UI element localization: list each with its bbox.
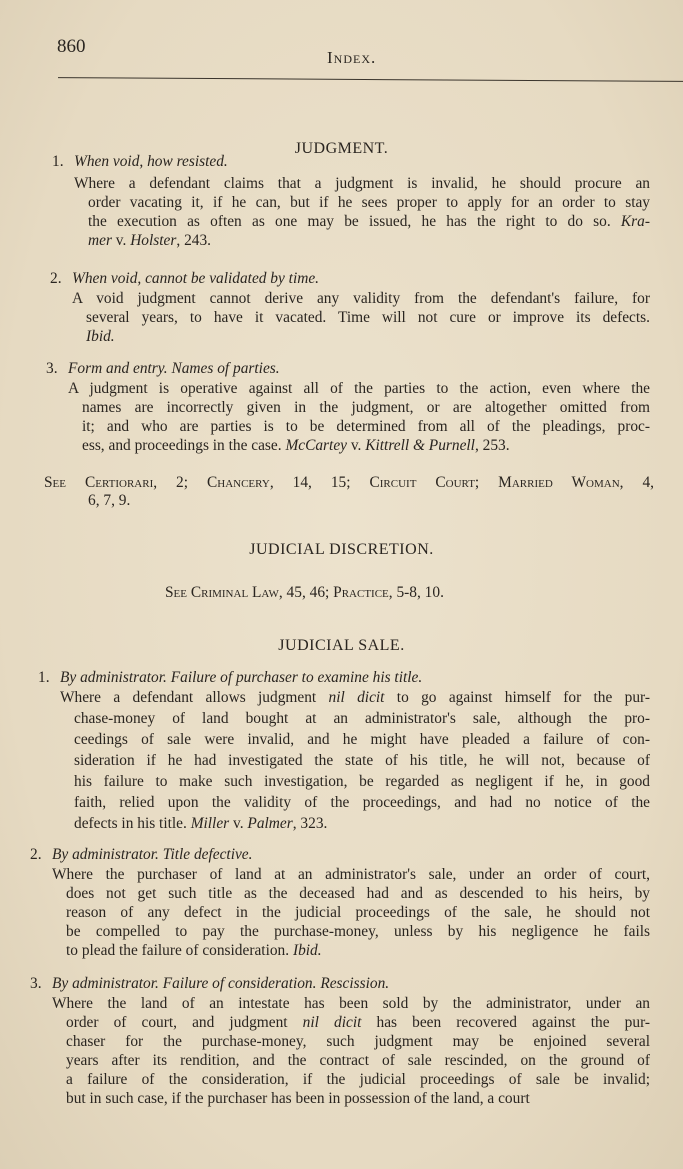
italic-text: Ibid.	[86, 328, 115, 345]
text-segment: it; and who are parties is to be determined from all of the pleadings, proc-	[82, 418, 650, 435]
italic-text: mer	[88, 232, 112, 249]
entry-number: 1.	[38, 669, 50, 686]
text-segment: Where the land of an intestate has been sold by the administrator, under an	[52, 995, 650, 1012]
text-segment: the execution as often as one may be issued, he has the right to do so.	[88, 213, 621, 230]
italic-text: Miller	[190, 815, 230, 832]
entry-text-line	[66, 1071, 650, 1090]
text-segment: v.	[229, 815, 248, 832]
entry-text-line	[74, 773, 650, 792]
entry-text-line	[72, 290, 650, 309]
entry-number: 2.	[30, 846, 42, 863]
text-segment: Where the purchaser of land at an administrator's sale, under an order of court,	[52, 866, 650, 883]
text-segment: , 323.	[292, 815, 328, 832]
entry-text-line	[66, 885, 650, 904]
entry-title: By administrator. Failure of purchaser to examine his title.	[60, 669, 423, 686]
text-segment: faith, relied upon the validity of the proceedings, and had no notice of the	[74, 794, 650, 811]
entry-text-line	[66, 923, 650, 942]
italic-text: McCartey	[285, 437, 347, 454]
entry-number: 1.	[52, 153, 64, 170]
entry-text-line	[66, 942, 650, 961]
italic-text: Kittrell & Purnell	[365, 437, 475, 454]
section-heading: JUDICIAL SALE.	[278, 637, 405, 654]
entry-text-line	[86, 328, 650, 347]
entry-text-line	[66, 1033, 650, 1052]
text-segment: to plead the failure of consideration.	[66, 942, 293, 959]
text-segment: order vacating it, if he can, but if he sees proper to apply for an order to stay	[88, 194, 650, 211]
text-segment: sideration if he had investigated the state of his title, he will not, because of	[74, 752, 650, 769]
text-segment: v.	[111, 232, 131, 249]
text-segment: but in such case, if the purchaser has been in possession of the land, a court	[66, 1090, 530, 1107]
entry-text-line	[66, 1052, 650, 1071]
text-segment: , 253.	[474, 437, 510, 454]
entry-title: When void, how resisted.	[74, 153, 228, 170]
text-segment: v.	[346, 437, 366, 454]
entry-text-line	[82, 399, 650, 418]
page-number: 860	[57, 36, 86, 57]
entry-title: Form and entry. Names of parties.	[68, 360, 280, 377]
section-heading: JUDGMENT.	[294, 140, 389, 157]
entry-text-line	[60, 689, 650, 708]
entry-text-line	[74, 731, 650, 750]
entry-number: 3.	[46, 360, 58, 377]
entry-text-line	[88, 232, 650, 251]
entry-text-line	[82, 418, 650, 437]
entry-text-line	[74, 794, 650, 813]
text-segment: names are incorrectly given in the judgment, or are altogether omitted from	[82, 399, 650, 416]
italic-text: nil dicit	[328, 689, 385, 706]
entry-text-line	[74, 710, 650, 729]
text-segment: order of court, and judgment	[66, 1014, 303, 1031]
entry-text-line	[52, 866, 650, 885]
text-segment: defects in his title.	[74, 815, 191, 832]
text-segment: Where a defendant claims that a judgment is invalid, he should procure an	[74, 175, 650, 192]
text-segment: chase-money of land bought at an administrator's sale, although the pro-	[74, 710, 650, 727]
text-segment: chaser for the purchase-money, such judgment may be enjoined several	[66, 1033, 650, 1050]
see-also-reference: See Certiorari, 2; Chancery, 14, 15; Circuit Court; Married Woman, 4,	[44, 474, 654, 491]
section-heading: JUDICIAL DISCRETION.	[249, 541, 434, 558]
text-segment: A void judgment cannot derive any validity from the defendant's failure, for	[72, 290, 650, 307]
text-segment: does not get such title as the deceased had and as descended to his heirs, by	[66, 885, 650, 902]
italic-text: Palmer	[247, 815, 293, 832]
entry-text-line	[88, 213, 650, 232]
text-segment: to go against himself for the pur-	[384, 689, 650, 706]
italic-text: nil dicit	[302, 1014, 362, 1031]
running-title: Index.	[327, 48, 377, 67]
text-segment: ceedings of sale were invalid, and he might have pleaded a failure of con-	[74, 731, 650, 748]
entry-text-line	[74, 815, 650, 834]
entry-title: When void, cannot be validated by time.	[72, 270, 320, 287]
text-segment: a failure of the consideration, if the judicial proceedings of sale be invalid;	[66, 1071, 650, 1088]
entry-text-line	[68, 380, 650, 399]
text-segment: , 243.	[176, 232, 212, 249]
text-segment: several years, to have it vacated. Time will not cure or improve its defects.	[86, 309, 650, 326]
entry-text-line	[86, 309, 650, 328]
entry-number: 2.	[50, 270, 62, 287]
entry-title: By administrator. Title defective.	[52, 846, 253, 863]
text-segment: has been recovered against the pur-	[361, 1014, 651, 1031]
text-segment: reason of any defect in the judicial proceedings of the sale, he should not	[66, 904, 650, 921]
entry-text-line	[66, 1014, 650, 1033]
text-segment: be compelled to pay the purchase-money, unless by his negligence he fails	[66, 923, 650, 940]
text-segment: ess, and proceedings in the case.	[82, 437, 286, 454]
entry-text-line	[74, 752, 650, 771]
text-segment: his failure to make such investigation, be regarded as negligent if he, in good	[74, 773, 650, 790]
entry-text-line	[66, 904, 650, 923]
entry-title: By administrator. Failure of consideration. Rescission.	[52, 975, 390, 992]
text-segment: years after its rendition, and the contract of sale rescinded, on the ground of	[66, 1052, 650, 1069]
entry-text-line	[74, 175, 650, 194]
entry-number: 3.	[30, 975, 42, 992]
text-segment: Where a defendant allows judgment	[60, 689, 329, 706]
text-segment: A judgment is operative against all of the parties to the action, even where the	[68, 380, 650, 397]
see-also-reference: See Criminal Law, 45, 46; Practice, 5-8, 10.	[165, 584, 444, 601]
italic-text: Ibid.	[292, 942, 322, 959]
italic-text: Holster	[130, 232, 177, 249]
entry-text-line	[82, 437, 650, 456]
entry-text-line	[52, 995, 650, 1014]
italic-text: Kra-	[620, 213, 650, 230]
entry-text-line	[66, 1090, 650, 1109]
entry-text-line	[88, 194, 650, 213]
see-also-reference: 6, 7, 9.	[88, 492, 131, 509]
